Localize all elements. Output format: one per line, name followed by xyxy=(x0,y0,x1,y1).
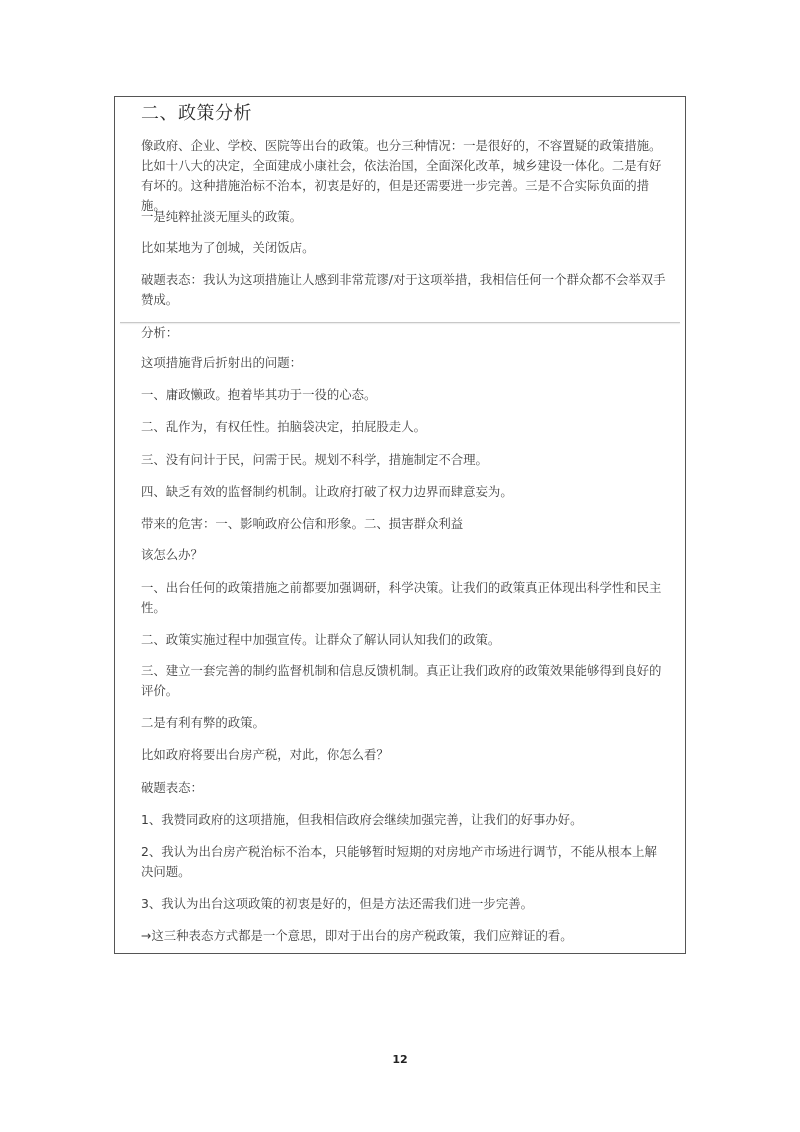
paragraph-harm: 带来的危害：一、影响政府公信和形象。二、损害群众利益 xyxy=(141,516,464,531)
paragraph-solution-2: 二、政策实施过程中加强宣传。让群众了解认同认知我们的政策。 xyxy=(141,632,501,647)
paragraph-solution-3: 三、建立一套完善的制约监督机制和信息反馈机制。真正让我们政府的政策效果能够得到良好的评价。 xyxy=(141,663,662,698)
paragraph-analysis-label: 分析： xyxy=(141,325,179,340)
paragraph-solution-1: 一、出台任何的政策措施之前都要加强调研，科学决策。让我们的政策真正体现出科学性和民主性。 xyxy=(141,580,662,615)
page-number: 12 xyxy=(392,1053,408,1066)
paragraph-problems-intro: 这项措施背后折射出的问题： xyxy=(141,355,303,370)
paragraph-problem-1: 一、庸政懒政。抱着毕其功于一役的心态。 xyxy=(141,387,377,402)
paragraph-stance-one: 破题表态：我认为这项措施让人感到非常荒谬/对于这项举措，我相信任何一个群众都不会举双手赞成。 xyxy=(141,272,666,307)
paragraph-stance-3: 3、我认为出台这项政策的初衷是好的，但是方法还需我们进一步完善。 xyxy=(141,896,533,911)
paragraph-example-one: 比如某地为了创城，关闭饭店。 xyxy=(141,240,315,255)
paragraph-type-two: 二是有利有弊的政策。 xyxy=(141,715,265,730)
paragraph-example-two: 比如政府将要出台房产税，对此，你怎么看？ xyxy=(141,747,389,762)
paragraph-problem-4: 四、缺乏有效的监督制约机制。让政府打破了权力边界而肆意妄为。 xyxy=(141,484,513,499)
paragraph-type-one: 一是纯粹扯淡无厘头的政策。 xyxy=(141,209,303,224)
paragraph-stance-2: 2、我认为出台房产税治标不治本，只能够暂时短期的对房地产市场进行调节，不能从根本上解决问题。 xyxy=(141,844,657,879)
paragraph-stance-label: 破题表态： xyxy=(141,780,203,795)
paragraph-problem-3: 三、没有问计于民，问需于民。规划不科学，措施制定不合理。 xyxy=(141,452,488,467)
paragraph-conclusion: →这三种表态方式都是一个意思，即对于出台的房产税政策，我们应辩证的看。 xyxy=(141,928,573,943)
paragraph-what-to-do: 该怎么办？ xyxy=(141,547,203,562)
paragraph-intro: 像政府、企业、学校、医院等出台的政策。也分三种情况：一是很好的，不容置疑的政策措施。比如十八大的决定，全面建成小康社会，依法治国，全面深化改革，城乡建设一体化。二是有好有坏的。这种措施治标不治本，初衷是好的，但是还需要进一步完善。三是不合实际负面的措施。 xyxy=(141,138,662,213)
paragraph-stance-1: 1、我赞同政府的这项措施，但我相信政府会继续加强完善，让我们的好事办好。 xyxy=(141,812,583,827)
paragraph-problem-2: 二、乱作为，有权任性。拍脑袋决定，拍屁股走人。 xyxy=(141,419,426,434)
section-title: 二、政策分析 xyxy=(141,103,252,124)
